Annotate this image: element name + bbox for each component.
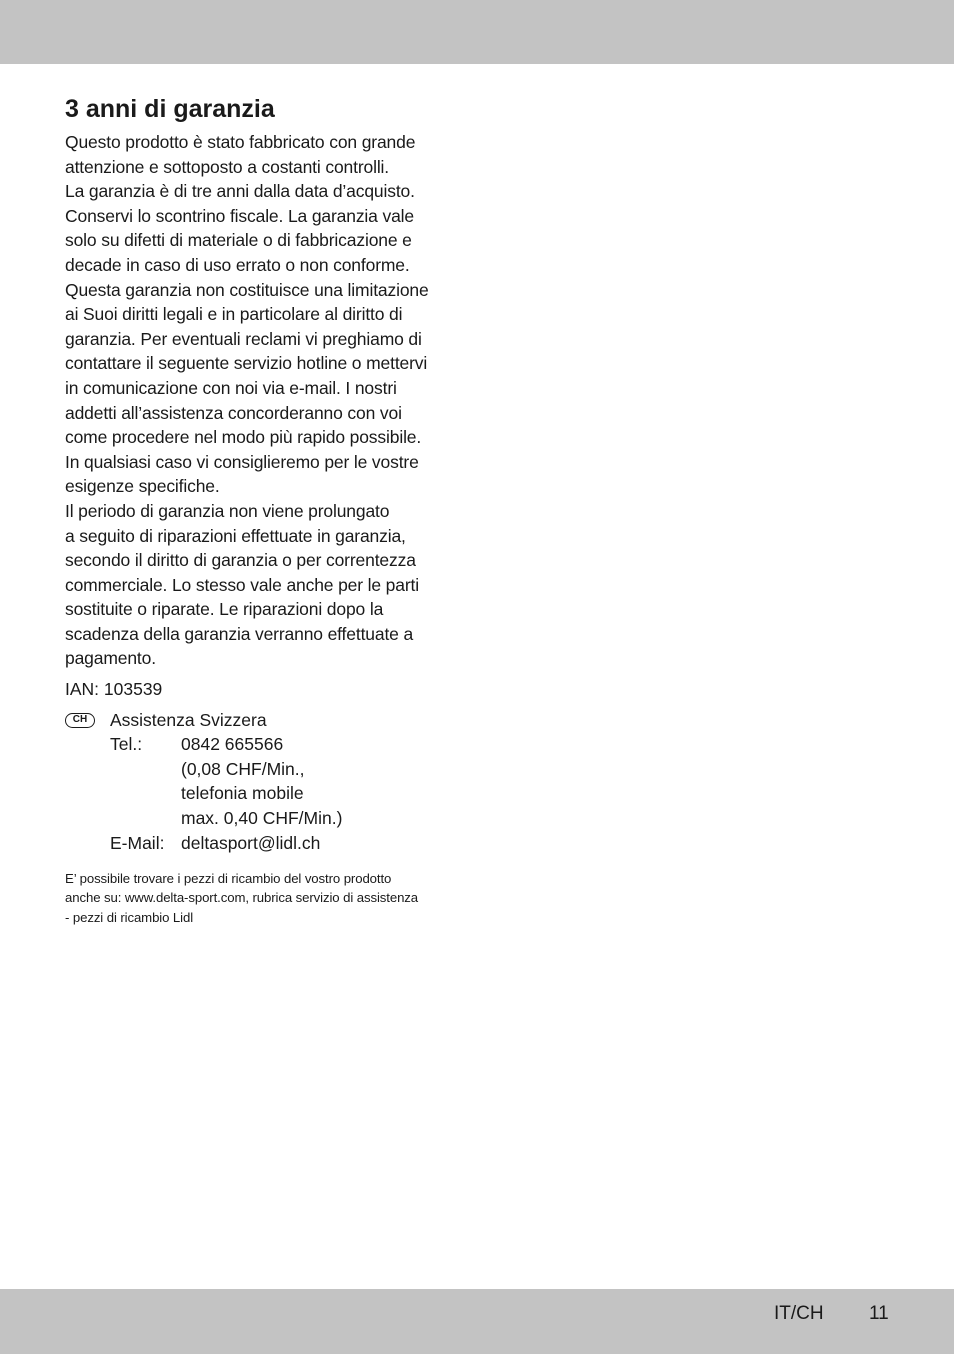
page-number: 11: [869, 1303, 889, 1324]
note-line: anche su: www.delta-sport.com, rubrica servizio di assistenza: [65, 890, 419, 906]
text-line: come procedere nel modo più rapido possibile.: [65, 427, 422, 448]
email-label: E-Mail:: [110, 832, 165, 853]
text-line: scadenza della garanzia verranno effettuate a: [65, 623, 414, 644]
text-line: Questo prodotto è stato fabbricato con grande: [65, 132, 416, 152]
text-line: a seguito di riparazioni effettuate in garanzia,: [65, 525, 406, 546]
text-line: La garanzia è di tre anni dalla data d’acquisto.: [65, 181, 415, 202]
tel-rate: telefonia mobile: [181, 783, 304, 804]
tel-details: [181, 732, 342, 830]
text-line: decade in caso di uso errato o non conforme.: [65, 254, 410, 275]
text-line: Il periodo di garanzia non viene prolungato: [65, 500, 390, 521]
note-line: - pezzi di ricambio Lidl: [65, 910, 194, 926]
warranty-text: [65, 130, 455, 671]
text-line: garanzia. Per eventuali reclami vi preghiamo di: [65, 328, 422, 349]
ian-number: IAN: 103539: [65, 679, 163, 700]
text-line: secondo il diritto di garanzia o per correntezza: [65, 550, 416, 571]
text-line: In qualsiasi caso vi consiglieremo per le vostre: [65, 451, 419, 472]
text-line: esigenze specifiche.: [65, 476, 220, 497]
note-line: E’ possibile trovare i pezzi di ricambio del vostro prodotto: [65, 870, 392, 886]
text-line: in comunicazione con noi via e-mail. I nostri: [65, 377, 397, 398]
service-name: Assistenza Svizzera: [110, 709, 267, 730]
tel-rate: max. 0,40 CHF/Min.): [181, 808, 343, 829]
text-line: pagamento.: [65, 648, 156, 669]
tel-number: 0842 665566: [181, 734, 284, 755]
country-badge-icon: CH: [65, 713, 95, 728]
email-address: deltasport@lidl.ch: [181, 832, 321, 853]
text-line: addetti all’assistenza concorderanno con voi: [65, 402, 402, 423]
text-line: ai Suoi diritti legali e in particolare al diritto di: [65, 304, 403, 325]
language-code: IT/CH: [774, 1303, 824, 1324]
contact-block: [65, 708, 455, 853]
text-line: Questa garanzia non costituisce una limitazione: [65, 279, 429, 300]
tel-label: Tel.:: [110, 734, 143, 755]
page-content: [65, 94, 455, 928]
spare-parts-note: [65, 869, 455, 928]
text-line: commerciale. Lo stesso vale anche per le parti: [65, 574, 419, 595]
text-line: Conservi lo scontrino fiscale. La garanzia vale: [65, 205, 414, 226]
text-line: contattare il seguente servizio hotline o mettervi: [65, 353, 428, 374]
tel-rate: (0,08 CHF/Min.,: [181, 758, 305, 779]
top-bar: [0, 0, 954, 64]
page-title: 3 anni di garanzia: [65, 95, 275, 123]
text-line: attenzione e sottoposto a costanti controlli.: [65, 156, 390, 177]
text-line: sostituite o riparate. Le riparazioni dopo la: [65, 599, 384, 620]
text-line: solo su difetti di materiale o di fabbricazione e: [65, 230, 412, 251]
